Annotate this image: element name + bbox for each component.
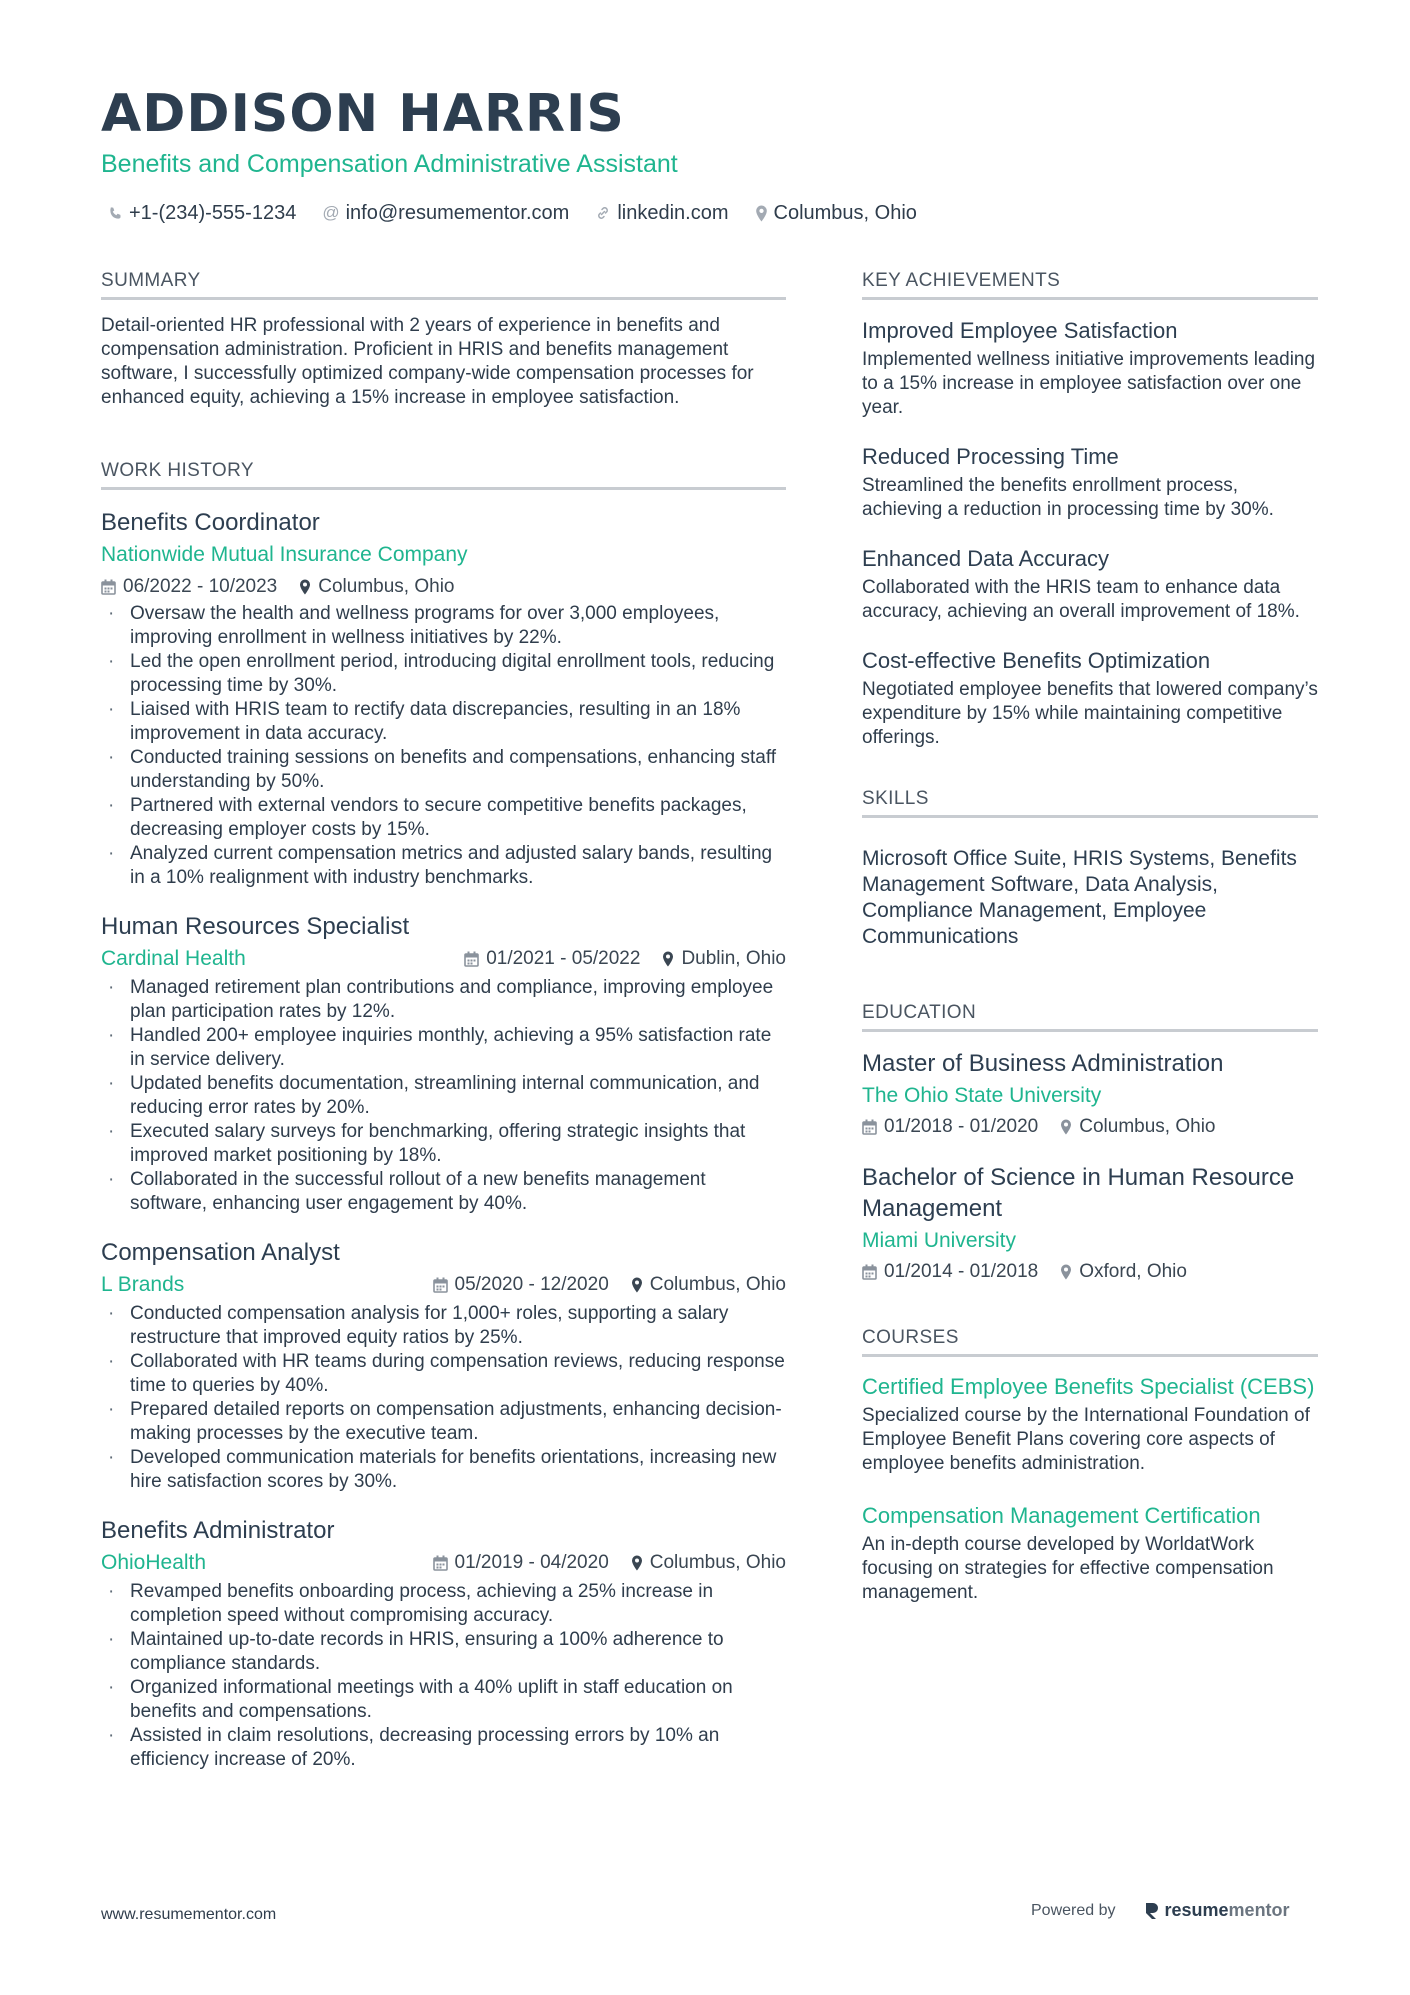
job-bullets (101, 1302, 786, 1494)
contact-location (755, 202, 917, 225)
contact-email-text: info@resumementor.com (345, 201, 570, 224)
company-name: Nationwide Mutual Insurance Company (101, 543, 468, 566)
skills-section (862, 788, 1318, 950)
calendar-icon (862, 1264, 877, 1280)
job-bullet: · Oversaw the health and wellness programs for over 3,000 employees, improving enrollment in wellness initiatives by 22%. (101, 602, 786, 650)
job-dates (464, 948, 640, 970)
job-bullet: · Collaborated with HR teams during compensation reviews, reducing response time to queries by 40%. (101, 1350, 786, 1398)
education-item (862, 1048, 1318, 1142)
education-section (862, 1002, 1318, 1287)
brand-logo[interactable] (1144, 1900, 1290, 1921)
company-name: Cardinal Health (101, 947, 246, 970)
job-bullet: · Assisted in claim resolutions, decreasing processing errors by 10% an efficiency increase of 20%. (101, 1724, 786, 1772)
job-entry (101, 1516, 786, 1772)
job-meta (101, 572, 786, 602)
job-bullet: · Partnered with external vendors to secure competitive benefits packages, decreasing employer costs by 15%. (101, 794, 786, 842)
job-bullet: · Executed salary surveys for benchmarking, offering strategic insights that improved market positioning by 18%. (101, 1120, 786, 1168)
location-pin-icon (299, 579, 311, 595)
achievement-desc: Implemented wellness initiative improvements leading to a 15% increase in employee satisfaction over one year. (862, 349, 1316, 418)
job-bullet: · Conducted compensation analysis for 1,000+ roles, supporting a salary restructure that improved equity ratios by 25%. (101, 1302, 786, 1350)
location-pin-icon (1060, 1264, 1072, 1280)
courses-section (862, 1327, 1318, 1605)
education-dates (862, 1261, 1038, 1283)
contact-bar (108, 200, 943, 226)
job-entry (101, 1238, 786, 1494)
location-pin-icon (631, 1555, 643, 1571)
achievement-item (862, 544, 1318, 624)
job-bullet: · Analyzed current compensation metrics and adjusted salary bands, resulting in a 10% realignment with industry benchmarks. (101, 842, 786, 890)
job-dates (433, 1274, 609, 1296)
course-item (862, 1373, 1318, 1476)
education-degree: Bachelor of Science in Human Resource Management (862, 1164, 1295, 1222)
achievement-title: Improved Employee Satisfaction (862, 318, 1178, 343)
education-dates (862, 1116, 1038, 1138)
job-location (299, 576, 454, 598)
footer-branding (1031, 1900, 1290, 1921)
company-name: OhioHealth (101, 1551, 207, 1574)
work-history-title: WORK HISTORY (101, 460, 786, 490)
education-dates-text: 01/2014 - 01/2018 (884, 1261, 1039, 1282)
course-desc: An in-depth course developed by WorldatWork focusing on strategies for effective compensation management. (862, 1534, 1274, 1603)
job-meta (433, 1552, 786, 1574)
skills-title: SKILLS (862, 788, 1318, 818)
course-desc: Specialized course by the International Foundation of Employee Benefit Plans covering core aspects of employee benefits administration. (862, 1405, 1310, 1474)
skills-list: Microsoft Office Suite, HRIS Systems, Benefits Management Software, Data Analysis, Compliance Management, Employee Communications (862, 847, 1297, 948)
job-bullet: · Updated benefits documentation, streamlining internal communication, and reducing error rates by 20%. (101, 1072, 786, 1120)
education-meta (862, 1112, 1318, 1142)
key-achievements-section (862, 270, 1318, 750)
contact-location-text: Columbus, Ohio (773, 201, 917, 224)
job-bullet: · Conducted training sessions on benefits and compensations, enhancing staff understanding by 50%. (101, 746, 786, 794)
job-title: Benefits Administrator (101, 1517, 335, 1544)
achievement-desc: Collaborated with the HRIS team to enhance data accuracy, achieving an overall improvement of 18%. (862, 577, 1300, 622)
job-location-text: Columbus, Ohio (649, 1552, 786, 1573)
courses-title: COURSES (862, 1327, 1318, 1357)
job-bullet: · Revamped benefits onboarding process, achieving a 25% increase in completion speed without compromising accuracy. (101, 1580, 786, 1628)
job-location-text: Columbus, Ohio (649, 1274, 786, 1295)
location-pin-icon (631, 1277, 643, 1293)
job-dates-text: 06/2022 - 10/2023 (123, 576, 278, 597)
location-pin-icon (1060, 1119, 1072, 1135)
education-location-text: Columbus, Ohio (1079, 1116, 1216, 1137)
job-bullet: · Developed communication materials for benefits orientations, increasing new hire satisfaction scores by 30%. (101, 1446, 786, 1494)
education-school: The Ohio State University (862, 1084, 1102, 1107)
achievement-item (862, 646, 1318, 750)
summary-section (101, 270, 786, 410)
brand-name-part1: resume (1164, 1900, 1229, 1920)
job-location (631, 1552, 786, 1574)
candidate-headline: Benefits and Compensation Administrative Assistant (101, 150, 678, 178)
job-dates-text: 01/2019 - 04/2020 (454, 1552, 609, 1573)
job-meta (464, 948, 786, 970)
job-bullet: · Liaised with HRIS team to rectify data discrepancies, resulting in an 18% improvement in data accuracy. (101, 698, 786, 746)
brand-name-part2: mentor (1228, 1900, 1290, 1920)
company-name: L Brands (101, 1273, 185, 1296)
education-dates-text: 01/2018 - 01/2020 (884, 1116, 1039, 1137)
company-row (101, 942, 786, 976)
job-dates-text: 01/2021 - 05/2022 (486, 948, 641, 969)
contact-phone-text: +1-(234)-555-1234 (129, 201, 297, 224)
left-column (101, 270, 786, 1794)
contact-linkedin-text: linkedin.com (617, 201, 729, 224)
job-bullet: · Handled 200+ employee inquiries monthly, achieving a 95% satisfaction rate in service delivery. (101, 1024, 786, 1072)
job-bullets (101, 602, 786, 890)
education-location (1060, 1261, 1187, 1283)
job-bullet: · Organized informational meetings with a 40% uplift in staff education on benefits and compensations. (101, 1676, 786, 1724)
calendar-icon (433, 1555, 448, 1571)
job-meta (433, 1274, 786, 1296)
resumementor-logo-icon (1144, 1901, 1160, 1921)
job-bullet: · Maintained up-to-date records in HRIS, ensuring a 100% adherence to compliance standards. (101, 1628, 786, 1676)
job-title: Benefits Coordinator (101, 509, 320, 536)
summary-text: Detail-oriented HR professional with 2 years of experience in benefits and compensation administration. Proficient in HRIS and benefits management software, I successfully optimized company-wide compensation processes for enhanced equity, achieving a 15% increase in employee satisfaction. (101, 315, 754, 408)
achievement-title: Enhanced Data Accuracy (862, 546, 1110, 571)
calendar-icon (101, 579, 116, 595)
job-bullet: · Collaborated in the successful rollout of a new benefits management software, enhancing user engagement by 40%. (101, 1168, 786, 1216)
education-meta (862, 1257, 1318, 1287)
achievement-desc: Streamlined the benefits enrollment process, achieving a reduction in processing time by 30%. (862, 475, 1274, 520)
achievement-item (862, 442, 1318, 522)
link-icon (595, 205, 611, 221)
candidate-name: ADDISON HARRIS (101, 84, 625, 144)
course-title: Certified Employee Benefits Specialist (CEBS) (862, 1374, 1315, 1399)
contact-phone[interactable] (108, 202, 296, 225)
job-bullet: · Managed retirement plan contributions and compliance, improving employee plan participation rates by 12%. (101, 976, 786, 1024)
calendar-icon (433, 1277, 448, 1293)
course-item (862, 1502, 1318, 1605)
achievement-desc: Negotiated employee benefits that lowered company’s expenditure by 15% while maintaining competitive offerings. (862, 679, 1318, 748)
course-title: Compensation Management Certification (862, 1503, 1261, 1528)
calendar-icon (464, 951, 479, 967)
contact-linkedin[interactable] (595, 202, 728, 225)
work-history-section (101, 460, 786, 1772)
right-column (862, 270, 1318, 1625)
summary-title: SUMMARY (101, 270, 786, 300)
job-bullets (101, 1580, 786, 1772)
job-dates-text: 05/2020 - 12/2020 (454, 1274, 609, 1295)
education-location-text: Oxford, Ohio (1079, 1261, 1187, 1282)
phone-icon (108, 206, 123, 221)
powered-by-label: Powered by (1031, 1901, 1116, 1919)
company-row (101, 1546, 786, 1580)
footer-website[interactable]: www.resumementor.com (101, 1906, 277, 1923)
company-row (101, 538, 786, 572)
job-title: Compensation Analyst (101, 1239, 340, 1266)
job-bullet: · Led the open enrollment period, introducing digital enrollment tools, reducing processing time by 30%. (101, 650, 786, 698)
key-achievements-title: KEY ACHIEVEMENTS (862, 270, 1318, 300)
achievement-item (862, 316, 1318, 420)
achievement-title: Reduced Processing Time (862, 444, 1119, 469)
job-bullet: · Prepared detailed reports on compensation adjustments, enhancing decision-making processes by the executive team. (101, 1398, 786, 1446)
location-pin-icon (755, 205, 768, 222)
job-location (631, 1274, 786, 1296)
location-pin-icon (662, 951, 674, 967)
job-entry (101, 508, 786, 890)
job-title: Human Resources Specialist (101, 913, 410, 940)
calendar-icon (862, 1119, 877, 1135)
education-item (862, 1162, 1318, 1287)
contact-email[interactable] (322, 202, 569, 225)
at-icon: @ (322, 203, 340, 222)
job-location-text: Dublin, Ohio (681, 948, 786, 969)
job-bullets (101, 976, 786, 1216)
education-location (1060, 1116, 1215, 1138)
job-entry (101, 912, 786, 1216)
education-school: Miami University (862, 1229, 1017, 1252)
education-degree: Master of Business Administration (862, 1050, 1224, 1077)
job-dates (101, 576, 277, 598)
company-row (101, 1268, 786, 1302)
job-location-text: Columbus, Ohio (318, 576, 455, 597)
education-title: EDUCATION (862, 1002, 1318, 1032)
job-dates (433, 1552, 609, 1574)
achievement-title: Cost-effective Benefits Optimization (862, 648, 1211, 673)
job-location (662, 948, 786, 970)
